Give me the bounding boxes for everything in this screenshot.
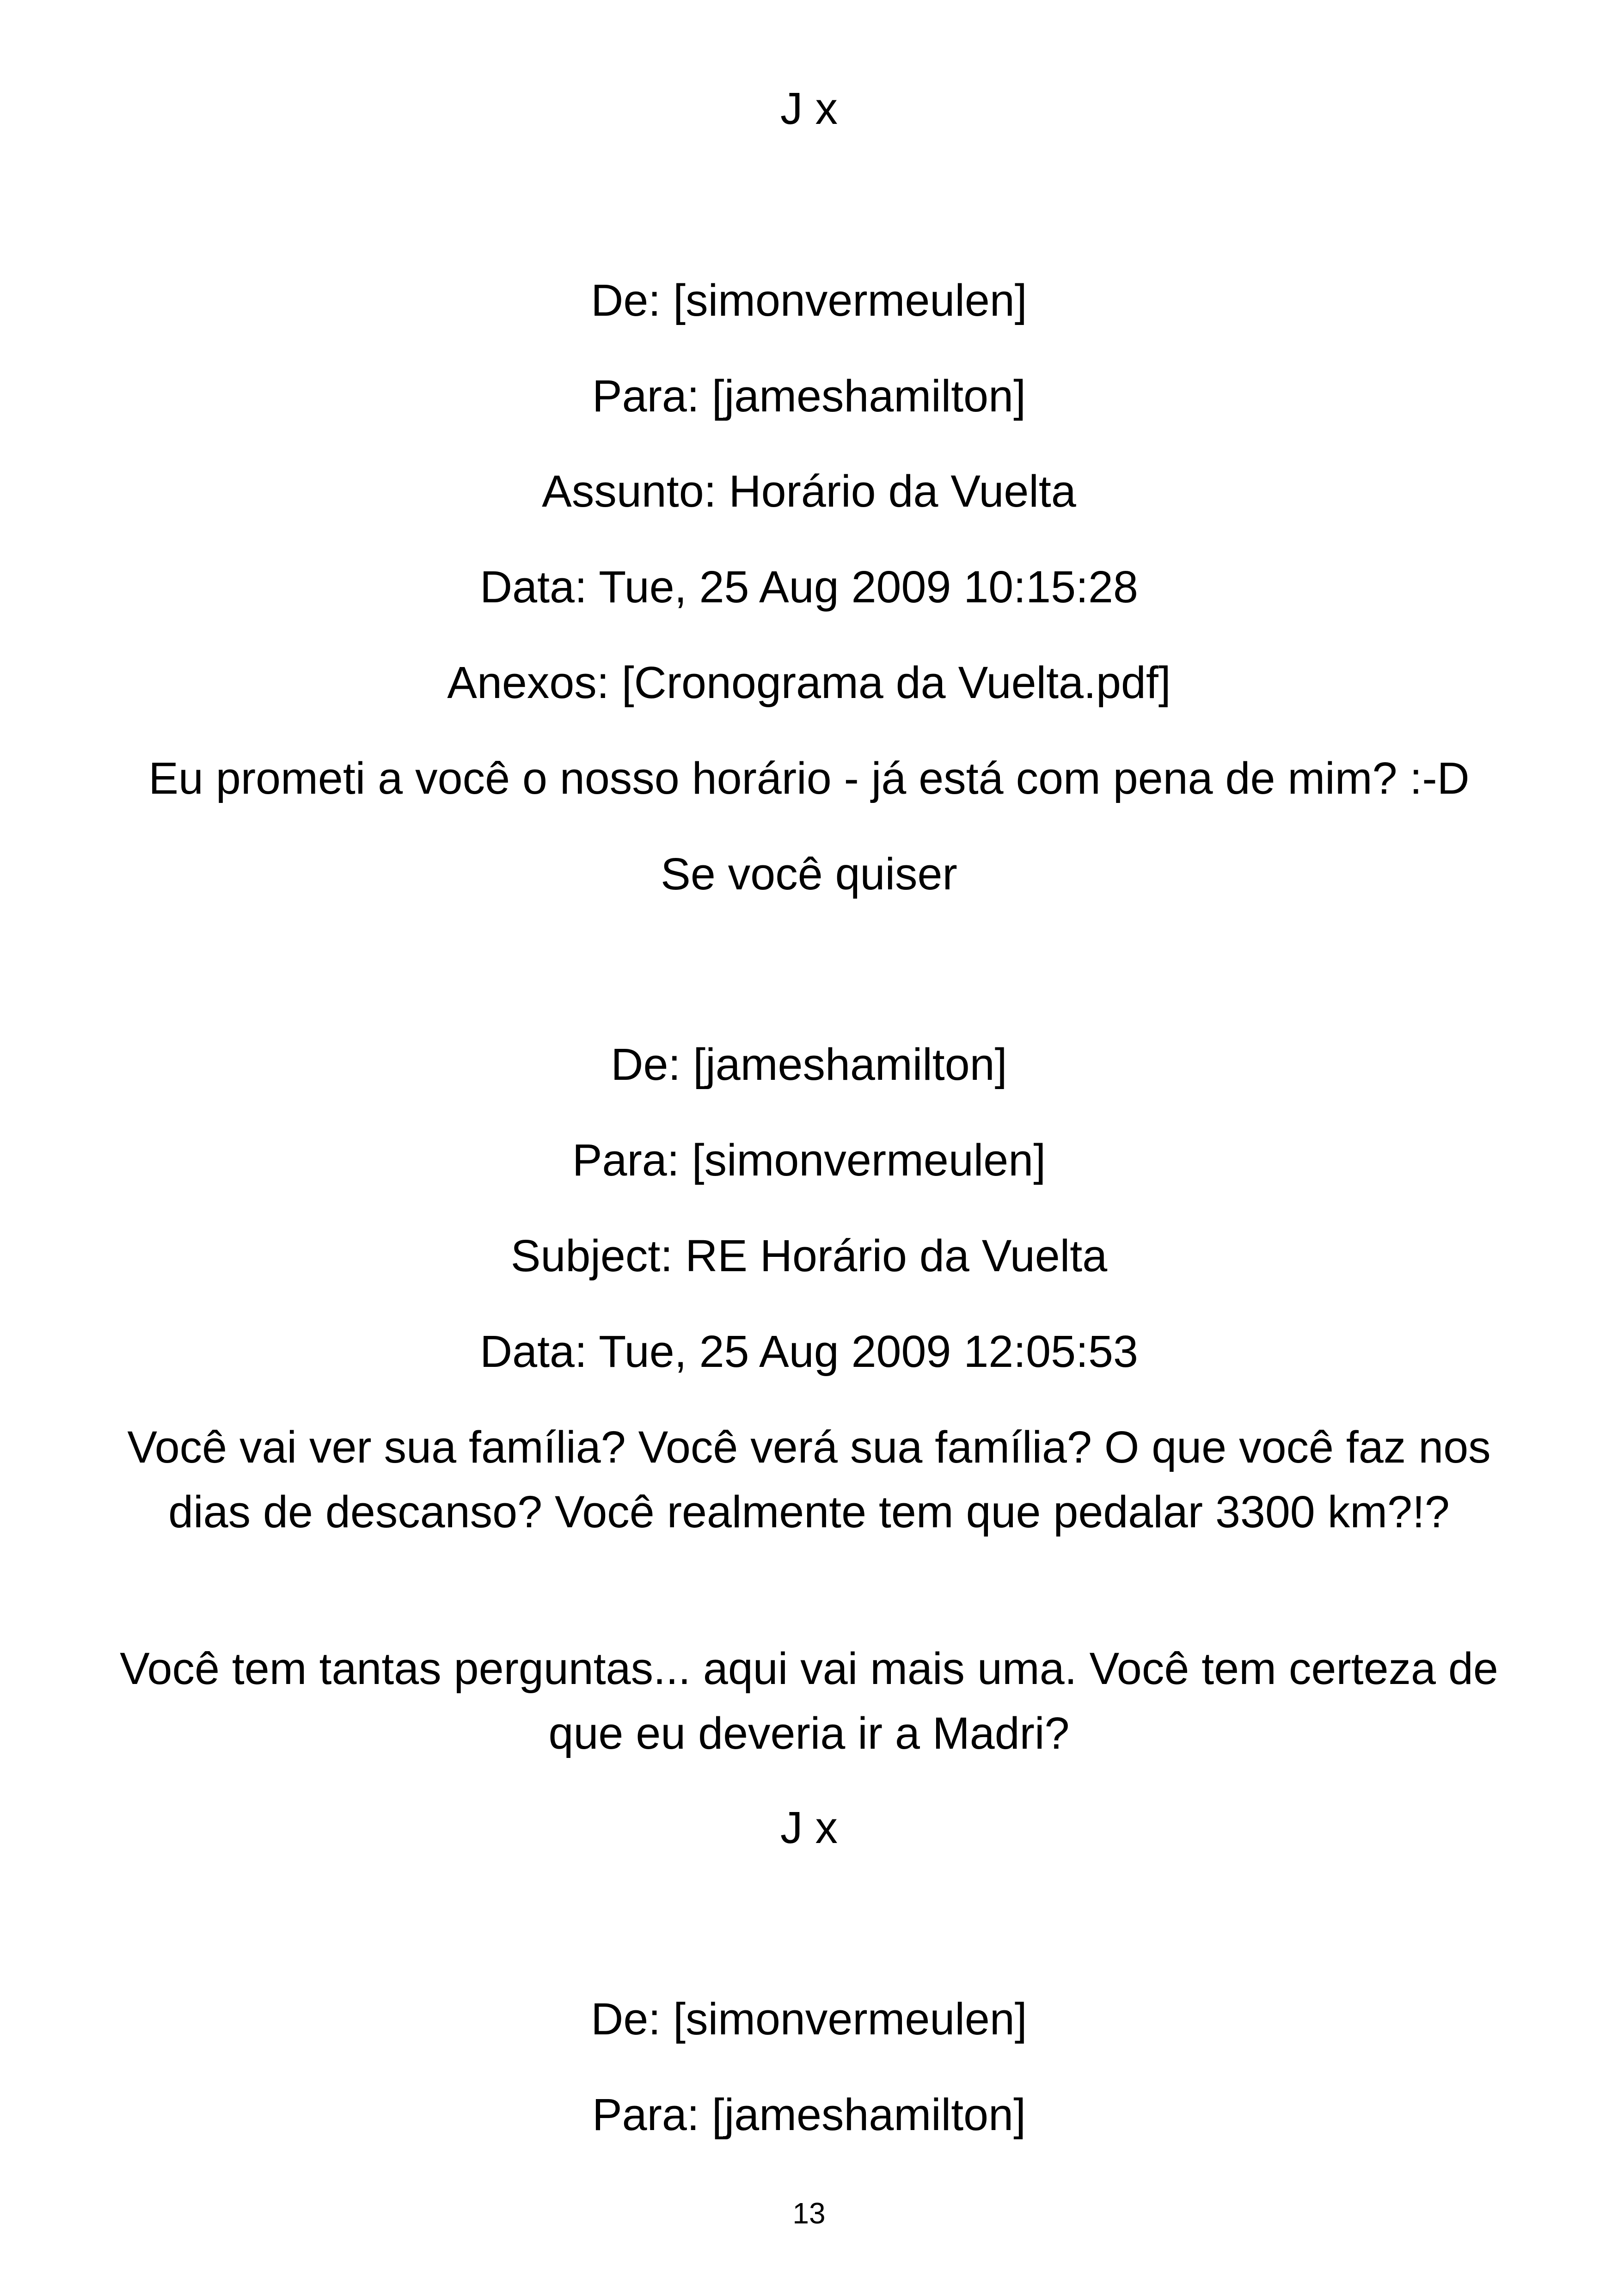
email2-date: Data: Tue, 25 Aug 2009 12:05:53 [480, 1326, 1138, 1377]
email2-signoff: J x [780, 1802, 838, 1853]
email2-body-para1: Você vai ver sua família? Você verá sua família? O que você faz nos dias de descanso? Você realmente tem que pedalar 3300 km?!? [127, 1422, 1491, 1537]
email3-to: Para: [jameshamilton] [592, 2089, 1026, 2140]
email3-from: De: [simonvermeulen] [591, 1994, 1027, 2044]
email1-attachments: Anexos: [Cronograma da Vuelta.pdf] [447, 657, 1171, 708]
email1-subject: Assunto: Horário da Vuelta [542, 466, 1076, 516]
email1-date: Data: Tue, 25 Aug 2009 10:15:28 [480, 562, 1138, 612]
email1-body-line2: Se você quiser [661, 849, 957, 899]
page-number: 13 [792, 2197, 826, 2230]
email2-from: De: [jameshamilton] [611, 1039, 1007, 1090]
email1-body-line1: Eu prometi a você o nosso horário - já está com pena de mim? :-D [148, 753, 1470, 803]
email2-subject: Subject: RE Horário da Vuelta [510, 1231, 1108, 1281]
email2-body-para2: Você tem tantas perguntas... aqui vai mais uma. Você tem certeza de que eu deveria ir a Madri? [120, 1643, 1498, 1758]
signoff-top: J x [780, 83, 838, 134]
email1-to: Para: [jameshamilton] [592, 371, 1026, 421]
email1-from: De: [simonvermeulen] [591, 275, 1027, 325]
email2-to: Para: [simonvermeulen] [572, 1135, 1046, 1185]
